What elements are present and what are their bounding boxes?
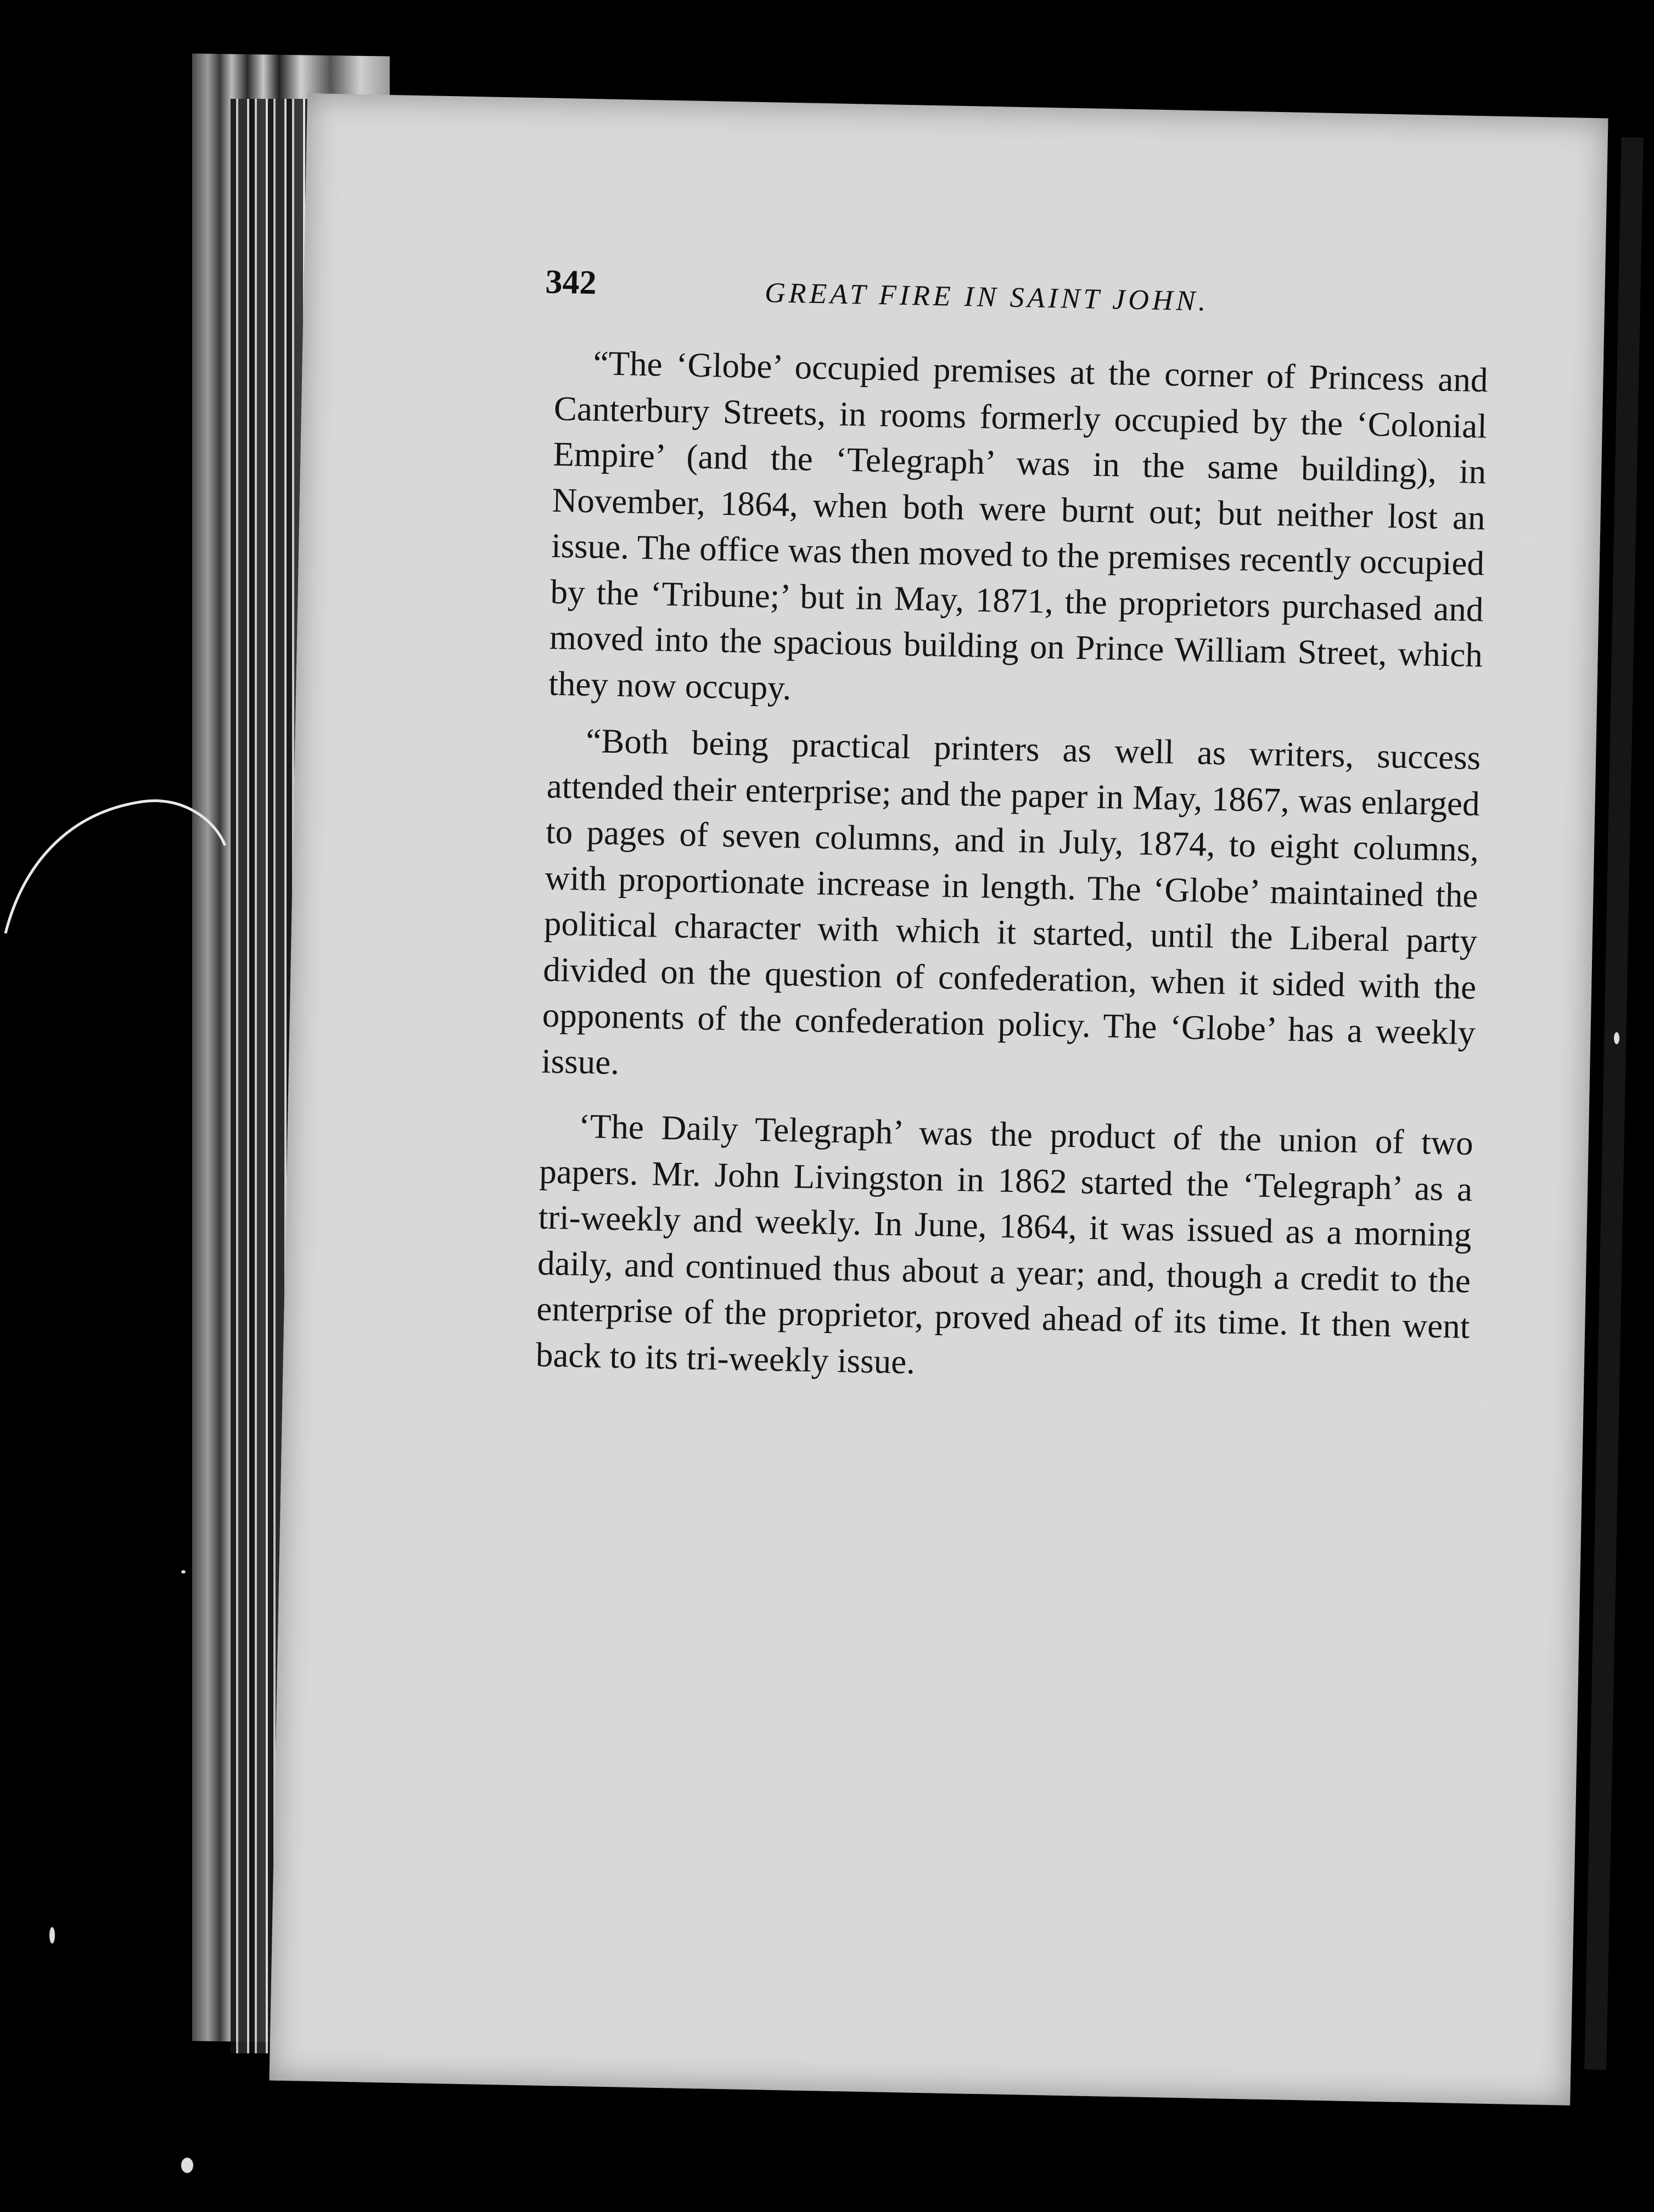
paragraph-daily-telegraph: ‘The Daily Telegraph’ was the product of the union of two papers. Mr. John Livingston in 1862 started the ‘Telegraph’ as a tri-weekly and weekly. In June, 1864, it was issued as a morning daily, and continued thus about a year; and, though a credit to the enterprise of the proprietor, proved ahead of its time. It then went back to its tri-weekly issue. bbox=[535, 1106, 1474, 1381]
paragraph-globe-enterprise: “Both being practical printers as well as writers, success attended their enterprise; and the paper in May, 1867, was enlarged to pages of seven columns, and in July, 1874, to eight columns, with proportionate increase in length. The ‘Globe’ maintained the political character with which it started, until the Liberal party divided on the question of confederation, when it sided with the opponents of the confederation policy. The ‘Globe’ has a weekly issue. bbox=[541, 721, 1481, 1082]
book-page bbox=[270, 93, 1608, 2105]
page-header bbox=[545, 262, 1589, 343]
stray-hair-mark bbox=[0, 769, 231, 1043]
page-body bbox=[535, 340, 1488, 1396]
running-head: GREAT FIRE IN SAINT JOHN. bbox=[764, 277, 1209, 317]
page-number: 342 bbox=[545, 263, 597, 302]
paragraph-globe-premises: “The ‘Globe’ occupied premises at the corner of Princess and Canterbury Streets, in rooms formerly occupied by the ‘Colonial Empire’ (and the ‘Telegraph’ was in the same building), in November, 1864, when both were burnt out; but neither lost an issue. The office was then moved to the premises recently occupied by the ‘Tribune;’ but in May, 1871, the proprietors purchased and moved into the spacious building on Prince William Street, which they now occupy. bbox=[548, 344, 1489, 707]
